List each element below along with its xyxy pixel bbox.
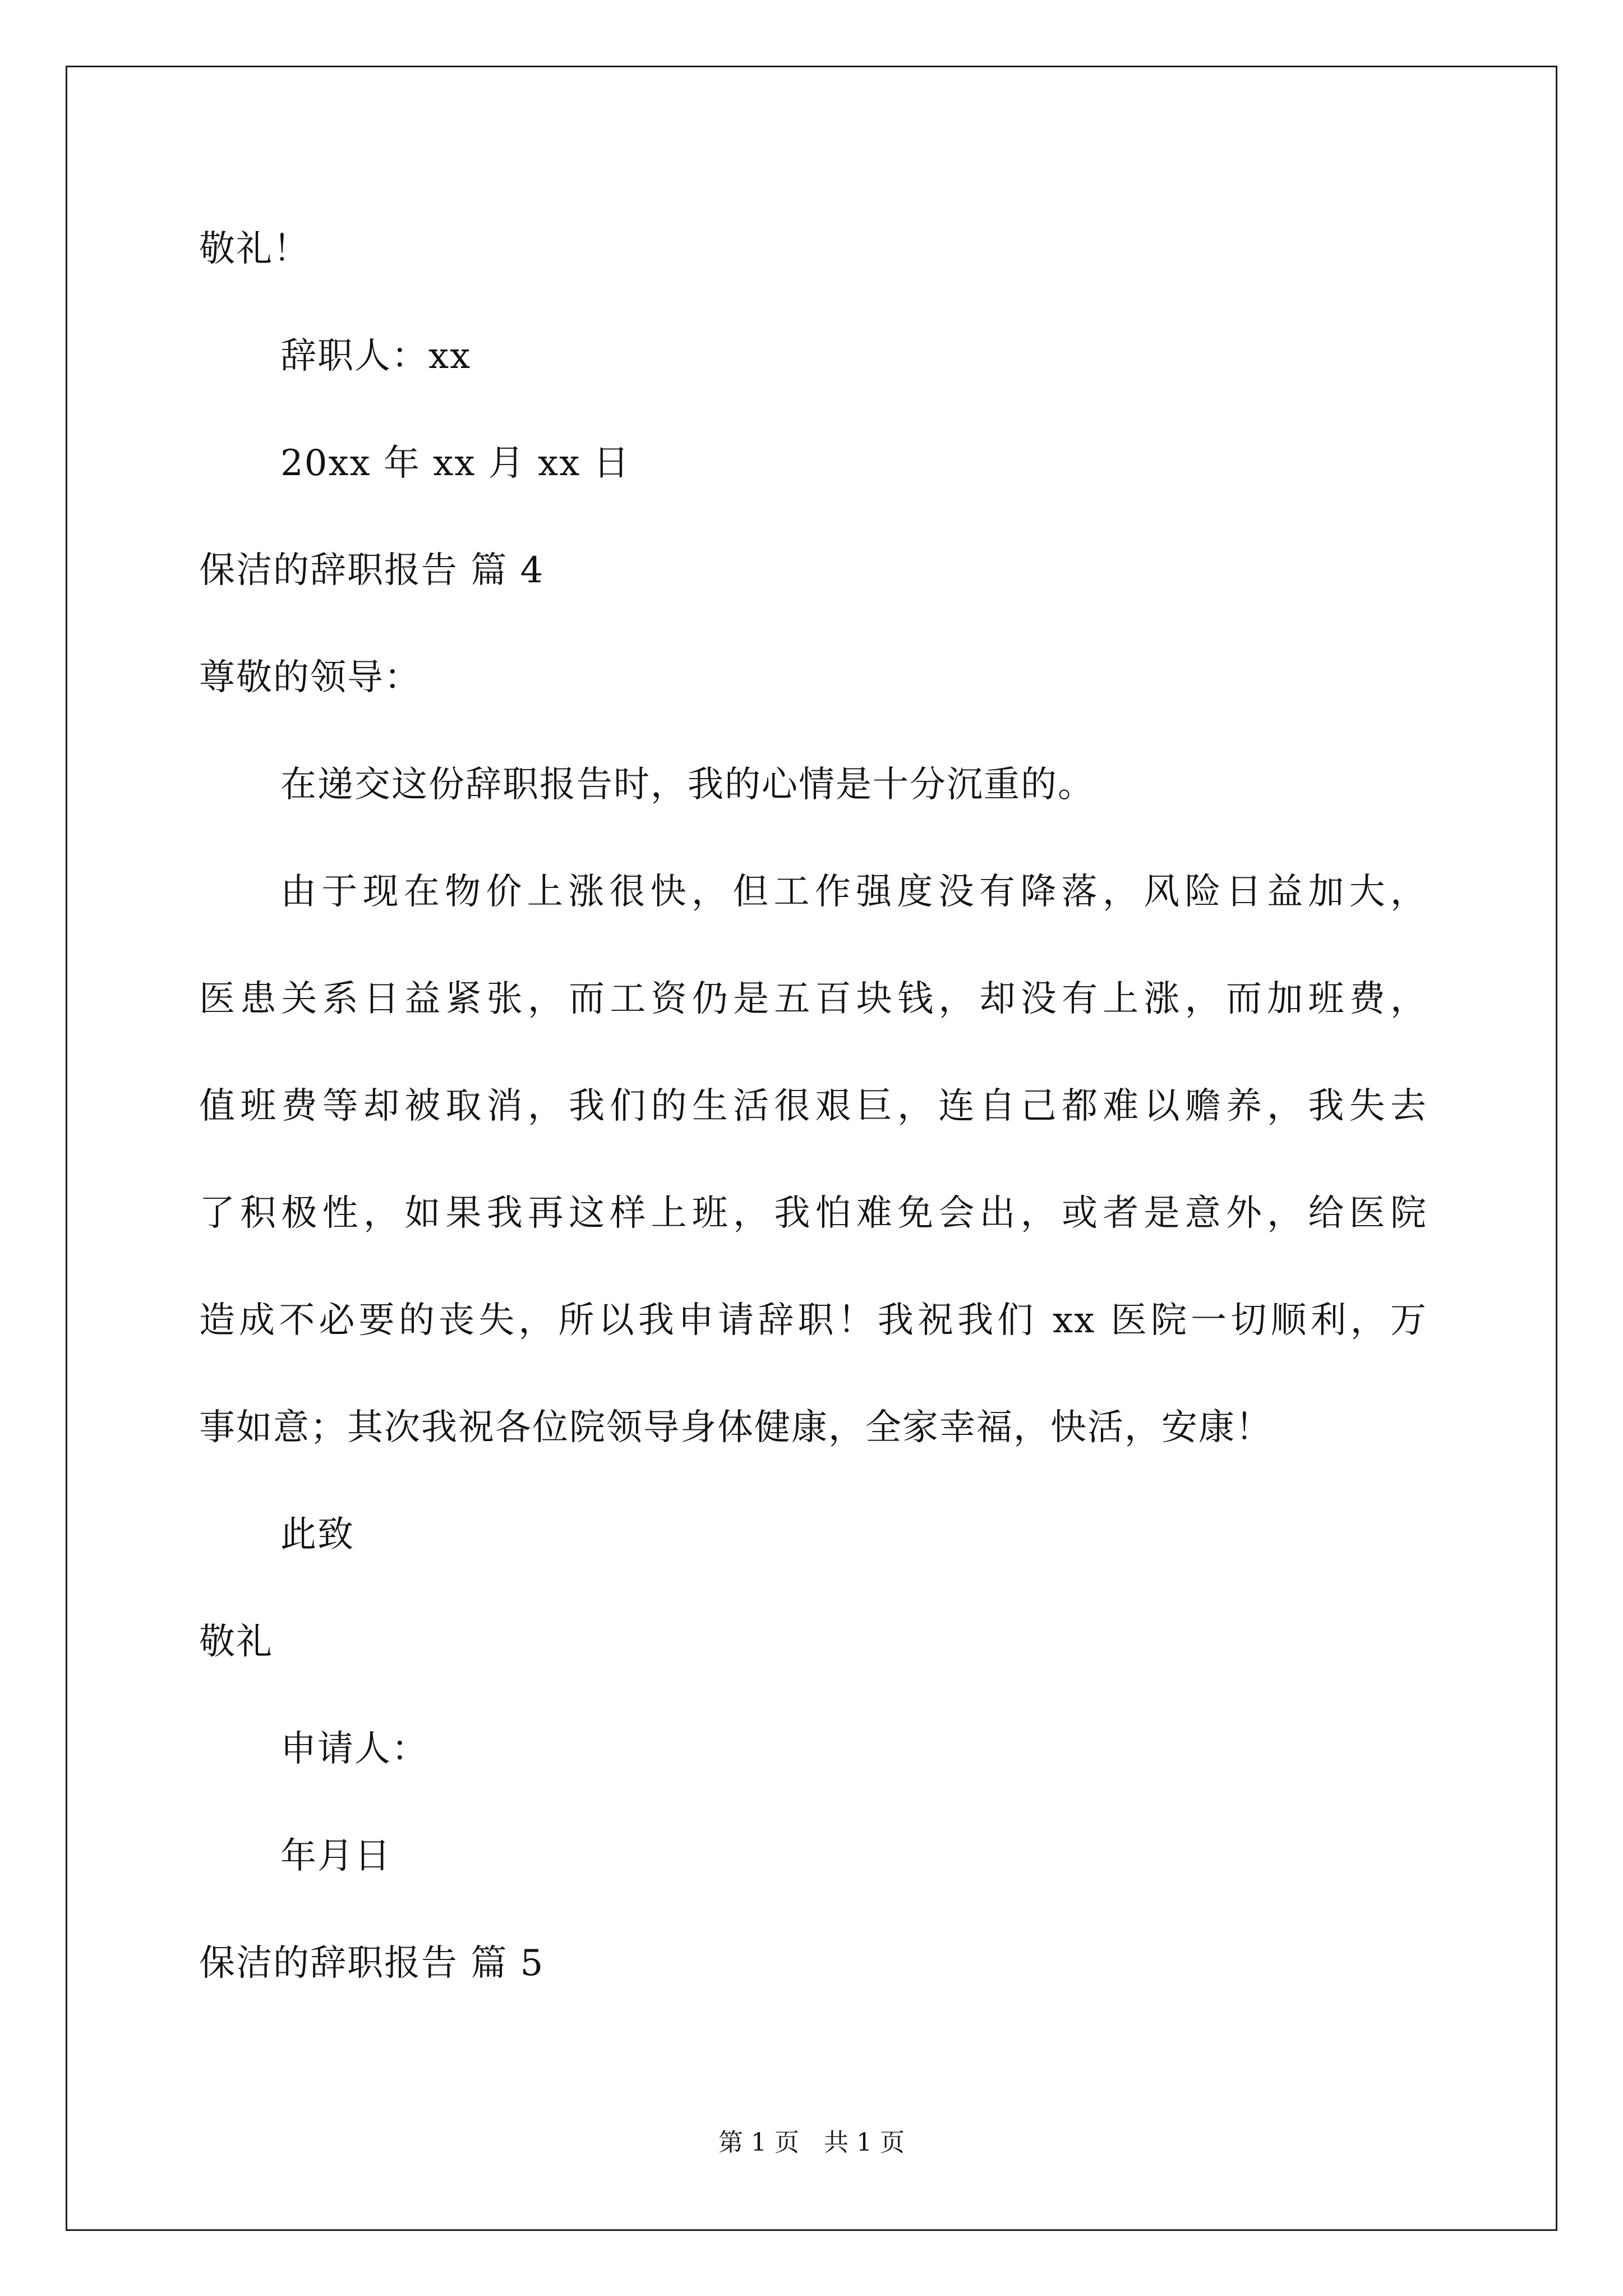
closing-salute: 敬礼 — [199, 1621, 273, 1663]
paragraph-body-line: 事如意；其次我祝各位院领导身体健康，全家幸福，快活，安康！ — [199, 1407, 1272, 1448]
page-border — [66, 66, 1557, 2231]
page-footer: 第 1 页 共 1 页 — [718, 2128, 905, 2157]
section-heading-5: 保洁的辞职报告 篇 5 — [199, 1943, 545, 1984]
paragraph-body-line: 值班费等却被取消，我们的生活很艰巨，连自己都难以赡养，我失去 — [199, 1085, 1427, 1127]
paragraph-body-line: 造成不必要的丧失，所以我申请辞职！我祝我们 xx 医院一切顺利，万 — [199, 1300, 1427, 1341]
section-heading-4: 保洁的辞职报告 篇 4 — [199, 550, 545, 591]
closing-phrase: 此致 — [280, 1514, 354, 1556]
paragraph-body-line: 医患关系日益紧张，而工资仍是五百块钱，却没有上涨，而加班费， — [199, 978, 1427, 1020]
salutation: 尊敬的领导： — [199, 657, 421, 698]
applicant-label: 申请人： — [280, 1728, 428, 1770]
date-label: 年月日 — [280, 1835, 391, 1877]
closing-salute: 敬礼！ — [199, 228, 310, 270]
paragraph-body-line: 了积极性，如果我再这样上班，我怕难免会出，或者是意外，给医院 — [199, 1193, 1427, 1234]
paragraph-body-line: 由于现在物价上涨很快，但工作强度没有降落，风险日益加大， — [280, 871, 1427, 913]
paragraph-opening: 在递交这份辞职报告时，我的心情是十分沉重的。 — [280, 764, 1095, 806]
resign-date: 20xx 年 xx 月 xx 日 — [280, 443, 630, 484]
resigner-name: 辞职人：xx — [280, 335, 472, 377]
